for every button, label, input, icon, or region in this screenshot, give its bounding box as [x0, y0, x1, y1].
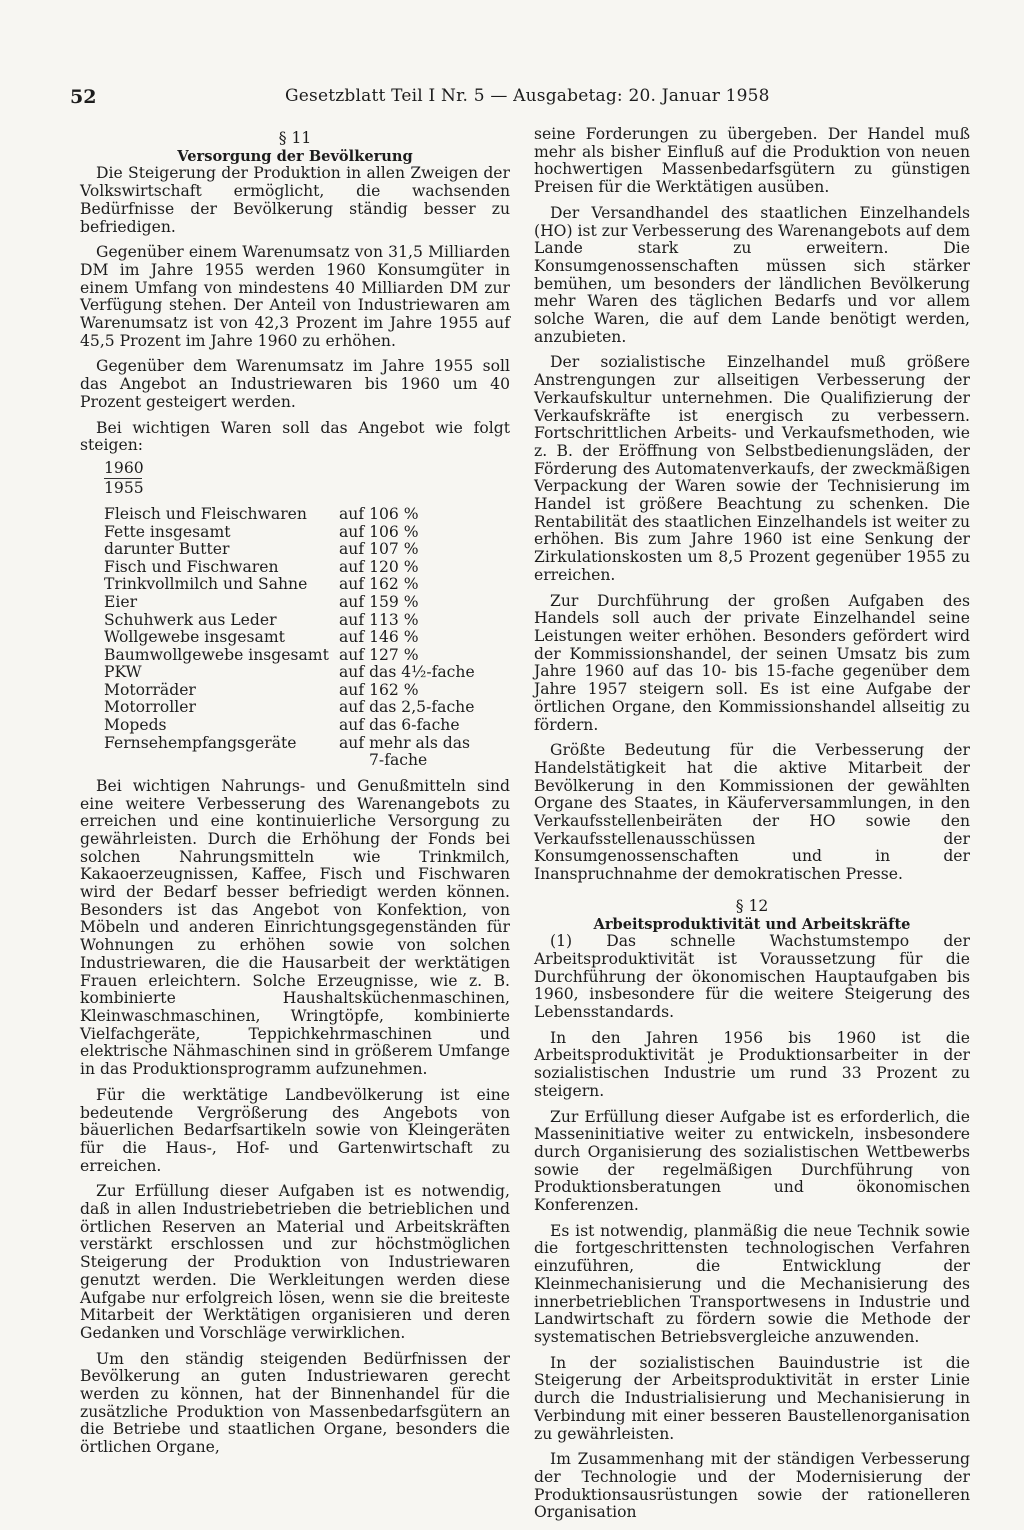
- running-head: Gesetzblatt Teil I Nr. 5 — Ausgabetag: 20. Januar 1958: [285, 86, 770, 106]
- paragraph: Es ist notwendig, planmäßig die neue Technik sowie die fortgeschrittensten technologischen Verfahren einzuführen, die Entwicklung der Kleinmechanisierung und die Mechanisierung des innerbetrieblichen Transportwesens in Industrie und Landwirtschaft zu fördern sowie die Methode der systematischen Betriebsvergleiche anzuwenden.: [534, 1221, 970, 1346]
- paragraph: Gegenüber dem Warenumsatz im Jahre 1955 soll das Angebot an Industriewaren bis 1960 um 40 Prozent gesteigert werden.: [80, 357, 510, 411]
- goods-value: auf das 4½-fache: [339, 663, 475, 682]
- paragraph: Für die werktätige Landbevölkerung ist eine bedeutende Vergrößerung des Angebots von bäuerlichen Bedarfsartikeln sowie von Kleingeräten für die Haus-, Hof- und Gartenwirtschaft zu erreichen.: [80, 1085, 510, 1175]
- paragraph: Der sozialistische Einzelhandel muß größere Anstrengungen zur allseitigen Verbesserung der Verkaufskultur unternehmen. Die Qualifizierung der Verkaufskräfte ist energisch zu verbessern. Fortschrittlichen Arbeits- und Verkaufsmethoden, wie z. B. der Eröffnung von Selbstbedienungsläden, der Förderung des Automatenverkaufs, der zweckmäßigen Verpackung der Waren sowie der Technisierung im Handel ist größere Beachtung zu schenken. Die Rentabilität des staatlichen Einzelhandels ist weiter zu erhöhen. Bis zum Jahre 1960 ist eine Senkung der Zirkulationskosten um 8,5 Prozent gegenüber 1955 zu erreichen.: [534, 353, 970, 584]
- goods-table: [104, 506, 489, 770]
- table-row: [104, 594, 489, 612]
- paragraph: In den Jahren 1956 bis 1960 ist die Arbeitsproduktivität je Produktionsarbeiter in der sozialistischen Industrie um rund 33 Prozent zu steigern.: [534, 1028, 970, 1100]
- table-row: [104, 647, 489, 665]
- goods-value: auf 162 %: [339, 575, 419, 594]
- year-comparison-fraction: [104, 459, 510, 498]
- table-row: [104, 559, 489, 577]
- goods-value: auf 127 %: [339, 645, 419, 664]
- section-11-number: § 11: [278, 129, 312, 147]
- goods-item: Mopeds: [104, 716, 167, 735]
- goods-item: Fette insgesamt: [104, 522, 231, 541]
- goods-value: auf das 2,5-fache: [339, 698, 475, 717]
- goods-item: Motorräder: [104, 680, 196, 699]
- goods-value: auf 106 %: [339, 522, 419, 541]
- goods-item: Wollgewebe insgesamt: [104, 628, 285, 647]
- goods-value: auf das 6-fache: [339, 716, 460, 735]
- goods-value-line: auf mehr als das: [339, 733, 471, 752]
- goods-value: auf 107 %: [339, 540, 419, 559]
- table-row: [104, 576, 489, 594]
- table-row: [104, 541, 489, 559]
- goods-item: Motorroller: [104, 698, 196, 717]
- paragraph: In der sozialistischen Bauindustrie ist die Steigerung der Arbeitsproduktivität in erster Linie durch die Industrialisierung und Mechanisierung in Verbindung mit einer besseren Baustellenorganisation zu gewährleisten.: [534, 1353, 970, 1443]
- goods-item: Schuhwerk aus Leder: [104, 610, 277, 629]
- table-row: [104, 506, 489, 524]
- paragraph: Um den ständig steigenden Bedürfnissen der Bevölkerung an guten Industriewaren gerecht werden zu können, hat der Binnenhandel für die zusätzliche Produktion von Massenbedarfsgütern an die Betriebe und staatlichen Organe, besonders die örtlichen Organe,: [80, 1349, 510, 1457]
- goods-item: Trinkvollmilch und Sahne: [104, 575, 308, 594]
- paragraph: Bei wichtigen Waren soll das Angebot wie folgt steigen:: [80, 418, 510, 455]
- section-11-title: Versorgung der Bevölkerung: [177, 147, 413, 165]
- table-row: [104, 682, 489, 700]
- paragraph: Zur Erfüllung dieser Aufgaben ist es notwendig, daß in allen Industriebetrieben die betrieblichen und örtlichen Reserven an Material und Arbeitskräften verstärkt erschlossen und zur höchstmöglichen Steigerung der Produktion von Industriewaren genutzt werden. Die Werkleitungen werden diese Aufgabe nur erfolgreich lösen, wenn sie die breiteste Mitarbeit der Werktätigen organisieren und deren Gedanken und Vorschläge verwirklichen.: [80, 1182, 510, 1342]
- paragraph: Die Steigerung der Produktion in allen Zweigen der Volkswirtschaft ermöglicht, die wachsenden Bedürfnisse der Bevölkerung ständig besser zu befriedigen.: [80, 164, 510, 236]
- goods-value: [339, 735, 489, 770]
- section-12-title: Arbeitsproduktivität und Arbeitskräfte: [593, 915, 911, 933]
- table-row: [104, 699, 489, 717]
- goods-value: auf 120 %: [339, 557, 419, 576]
- paragraph: Zur Erfüllung dieser Aufgabe ist es erforderlich, die Masseninitiative weiter zu entwickeln, insbesondere durch Organisierung des sozialistischen Wettbewerbs sowie der regelmäßigen Durchführung von Produktionsberatungen und ökonomischen Konferenzen.: [534, 1107, 970, 1215]
- goods-item: Fisch und Fischwaren: [104, 557, 279, 576]
- goods-value: auf 159 %: [339, 592, 419, 611]
- paragraph: Der Versandhandel des staatlichen Einzelhandels (HO) ist zur Verbesserung des Warenangebots auf dem Lande stark zu erweitern. Die Konsumgenossenschaften müssen sich stärker bemühen, um besonders der ländlichen Bevölkerung mehr Waren des täglichen Bedarfs und vor allem solche Waren, die auf dem Lande benötigt werden, anzubieten.: [534, 203, 970, 346]
- goods-value: auf 113 %: [339, 610, 419, 629]
- goods-item: Fleisch und Fleischwaren: [104, 504, 307, 523]
- year-denominator: 1955: [104, 478, 144, 497]
- goods-item: darunter Butter: [104, 540, 230, 559]
- goods-item: Fernsehempfangsgeräte: [104, 733, 297, 752]
- goods-value-line: 7-fache: [369, 751, 428, 770]
- right-column: [534, 126, 970, 1530]
- table-row: [104, 717, 489, 735]
- paragraph: Bei wichtigen Nahrungs- und Genußmitteln sind eine weitere Verbesserung des Warenangebots zu erreichen und eine kontinuierliche Versorgung zu gewährleisten. Durch die Erhöhung der Fonds bei solchen Nahrungsmitteln wie Trinkmilch, Kakaoerzeugnissen, Kaffee, Fisch und Fischwaren wird der Bedarf besser befriedigt werden können. Besonders ist das Angebot von Konfektion, von Möbeln und anderen Einrichtungsgegenständen für Wohnungen zu erhöhen sowie von solchen Industriewaren, die die Hausarbeit der werktätigen Frauen erleichtern. Solche Erzeugnisse, wie z. B. kombinierte Haushaltsküchenmaschinen, Kleinwaschmaschinen, Wringtöpfe, kombinierte Vielfachgeräte, Teppichkehrmaschinen und elektrische Nähmaschinen sind in größerem Umfange in das Produktionsprogramm aufzunehmen.: [80, 776, 510, 1079]
- year-numerator: 1960: [104, 458, 144, 477]
- goods-value: auf 162 %: [339, 680, 419, 699]
- page-number: 52: [70, 86, 97, 108]
- paragraph: seine Forderungen zu übergeben. Der Handel muß mehr als bisher Einfluß auf die Produktion von neuen hochwertigen Massenbedarfsgütern zu günstigen Preisen für die Werktätigen ausüben.: [534, 125, 970, 197]
- left-column: [80, 126, 510, 1465]
- table-row: [104, 524, 489, 542]
- page-header: [60, 86, 970, 112]
- table-row: [104, 629, 489, 647]
- goods-item: Eier: [104, 592, 138, 611]
- paragraph: Im Zusammenhang mit der ständigen Verbesserung der Technologie und der Modernisierung der Produktionsausrüstungen sowie der rationelleren Organisation: [534, 1450, 970, 1522]
- paragraph: Zur Durchführung der großen Aufgaben des Handels soll auch der private Einzelhandel seine Leistungen weiter erhöhen. Besonders gefördert wird der Kommissionshandel, der seinen Umsatz bis zum Jahre 1960 auf das 10- bis 15-fache gegenüber dem Jahre 1957 steigern soll. Es ist eine Aufgabe der örtlichen Organe, den Kommissionshandel allseitig zu fördern.: [534, 591, 970, 734]
- table-row: [104, 612, 489, 630]
- paragraph: Größte Bedeutung für die Verbesserung der Handelstätigkeit hat die aktive Mitarbeit der Bevölkerung in den Kommissionen der gewählten Organe des Staates, in Käuferversammlungen, in den Verkaufsstellenbeiräten der HO sowie den Verkaufsstellenausschüssen der Konsumgenossenschaften und in der Inanspruchnahme der demokratischen Presse.: [534, 741, 970, 884]
- goods-value: auf 106 %: [339, 504, 419, 523]
- goods-value: auf 146 %: [339, 628, 419, 647]
- goods-item: PKW: [104, 663, 142, 682]
- paragraph: Gegenüber einem Warenumsatz von 31,5 Milliarden DM im Jahre 1955 werden 1960 Konsumgüter in einem Umfang von mindestens 40 Milliarden DM zur Verfügung stehen. Der Anteil von Industriewaren am Warenumsatz ist von 42,3 Prozent im Jahre 1955 auf 45,5 Prozent im Jahre 1960 zu erhöhen.: [80, 243, 510, 350]
- table-row: [104, 735, 489, 770]
- paragraph: (1) Das schnelle Wachstumstempo der Arbeitsproduktivität ist Voraussetzung für die Durchführung der ökonomischen Hauptaufgaben bis 1960, insbesondere für die weitere Steigerung des Lebensstandards.: [534, 932, 970, 1022]
- section-12-number: § 12: [735, 896, 769, 915]
- table-row: [104, 664, 489, 682]
- goods-item: Baumwollgewebe insgesamt: [104, 645, 329, 664]
